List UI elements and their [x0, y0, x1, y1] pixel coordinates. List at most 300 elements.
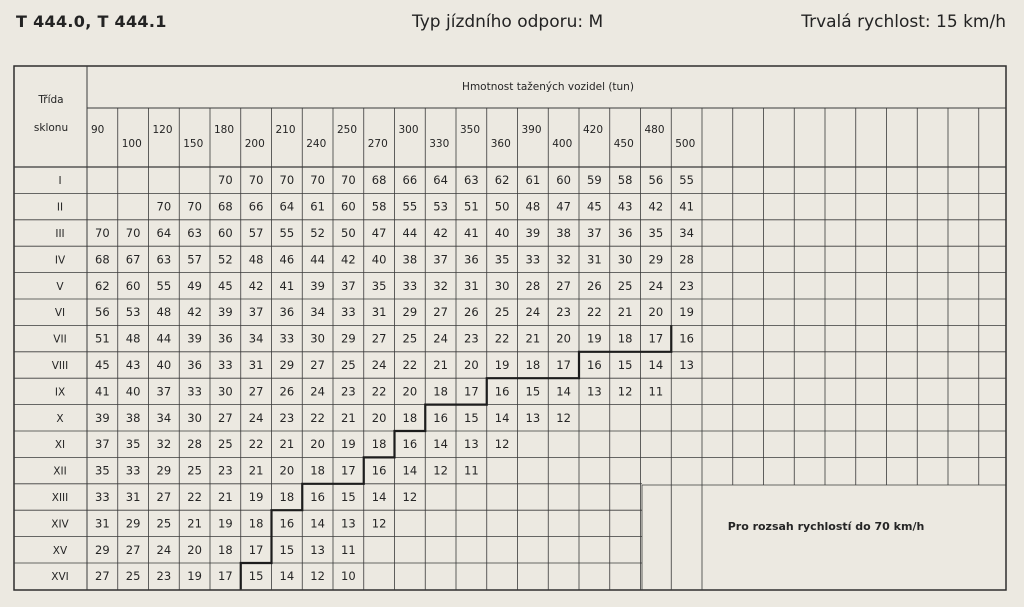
table-cell: 33 — [402, 278, 418, 293]
table-cell: 31 — [371, 305, 387, 320]
table-cell: 26 — [279, 384, 295, 399]
table-cell: 58 — [617, 173, 633, 188]
table-cell: 20 — [371, 410, 387, 425]
table-cell: 20 — [402, 384, 418, 399]
table-cell: 21 — [617, 305, 633, 320]
table-cell: 61 — [525, 173, 541, 188]
table-cell: 36 — [617, 226, 633, 240]
table-cell: 62 — [494, 173, 510, 188]
table-cell: 23 — [156, 569, 172, 584]
table-cell: 45 — [95, 358, 110, 372]
table-cell: 25 — [341, 358, 356, 372]
table-cell: 33 — [95, 490, 110, 504]
table-cell: 27 — [156, 490, 172, 504]
table-cell: 25 — [218, 437, 233, 452]
table-cell: 22 — [587, 305, 602, 320]
table-cell: 57 — [248, 226, 264, 240]
table-cell: 14 — [556, 384, 571, 399]
table-cell: 20 — [556, 331, 571, 346]
table-cell: 18 — [248, 516, 264, 531]
table-cell: 23 — [556, 305, 571, 320]
table-cell: 12 — [617, 384, 633, 399]
table-cell: 42 — [433, 226, 448, 240]
table-cell: 70 — [310, 173, 325, 188]
mass-header: Hmotnost tažených vozidel (tun) — [462, 81, 634, 93]
table-cell: 36 — [187, 358, 202, 372]
table-cell: 37 — [341, 278, 356, 293]
table-cell: 53 — [125, 305, 141, 320]
table-cell: 14 — [433, 437, 448, 452]
table-cell: 48 — [125, 331, 141, 346]
table-cell: 13 — [679, 358, 694, 372]
table-cell: 37 — [156, 384, 172, 399]
table-cell: 34 — [310, 305, 325, 320]
mass-column-header: 450 — [613, 138, 634, 150]
mass-column-header: 100 — [121, 138, 142, 150]
table-cell: 22 — [371, 384, 387, 399]
table-cell: 48 — [248, 252, 264, 267]
table-cell: 20 — [648, 305, 664, 320]
table-cell: 30 — [187, 410, 202, 425]
table-cell: 21 — [433, 358, 448, 372]
table-cell: 16 — [371, 463, 387, 478]
table-cell: 31 — [464, 278, 479, 293]
table-cell: 68 — [371, 173, 387, 188]
table-cell: 52 — [310, 226, 325, 240]
table-cell: 60 — [556, 173, 571, 188]
table-cell: 70 — [187, 199, 202, 214]
table-cell: 13 — [525, 410, 541, 425]
mass-column-header: 420 — [583, 124, 604, 136]
mass-column-header: 240 — [306, 138, 327, 150]
table-cell: 24 — [525, 305, 541, 320]
table-cell: 22 — [494, 331, 510, 346]
table-cell: 27 — [218, 410, 233, 425]
table-cell: 19 — [218, 516, 233, 531]
table-cell: 23 — [464, 331, 479, 346]
table-cell: 19 — [248, 490, 264, 504]
table-cell: 39 — [525, 226, 541, 240]
table-cell: 42 — [648, 199, 664, 214]
table-cell: 70 — [218, 173, 233, 188]
table-cell: 21 — [187, 516, 202, 531]
table-cell: 27 — [371, 331, 387, 346]
table-cell: 19 — [494, 358, 510, 372]
table-cell: 35 — [494, 252, 510, 267]
grade-class-label: XI — [54, 439, 66, 452]
table-cell: 28 — [525, 278, 541, 293]
table-cell: 27 — [248, 384, 264, 399]
table-cell: 24 — [648, 278, 664, 293]
table-cell: 37 — [248, 305, 264, 320]
table-cell: 56 — [95, 305, 110, 320]
grade-class-label: XIII — [51, 492, 69, 504]
table-cell: 44 — [402, 226, 418, 240]
table-cell: 30 — [494, 278, 510, 293]
table-cell: 34 — [248, 331, 264, 346]
grade-class-label: IV — [54, 254, 66, 267]
table-cell: 45 — [587, 199, 602, 214]
table-cell: 29 — [95, 542, 110, 557]
table-cell: 36 — [279, 305, 295, 320]
mass-column-header: 350 — [460, 124, 481, 136]
table-cell: 63 — [464, 173, 479, 188]
table-cell: 39 — [95, 410, 110, 425]
table-cell: 44 — [156, 331, 172, 346]
grade-class-labels — [51, 175, 69, 583]
table-cell: 16 — [433, 410, 448, 425]
table-cell: 20 — [279, 463, 295, 478]
table-cell: 19 — [587, 331, 602, 346]
table-cell: 63 — [187, 226, 202, 240]
table-cell: 29 — [125, 516, 141, 531]
table-cell: 32 — [556, 252, 571, 267]
table-cell: 33 — [218, 358, 233, 372]
table-cell: 19 — [187, 569, 202, 584]
table-cell: 70 — [279, 173, 295, 188]
grade-class-label: V — [56, 280, 64, 293]
table-cell: 18 — [310, 463, 325, 478]
table-cell: 40 — [156, 358, 172, 372]
table-cell: 70 — [248, 173, 264, 188]
table-cell: 27 — [310, 358, 325, 372]
grade-class-label: III — [55, 228, 65, 240]
table-cell: 60 — [218, 226, 233, 240]
table-cell: 23 — [679, 278, 694, 293]
table-cell: 36 — [464, 252, 479, 267]
table-cell: 34 — [679, 226, 694, 240]
table-cell: 25 — [494, 305, 510, 320]
mass-column-headers — [91, 124, 695, 150]
table-cell: 57 — [187, 252, 202, 267]
table-cell: 56 — [648, 173, 664, 188]
mass-column-header: 200 — [244, 138, 265, 150]
table-cell: 62 — [95, 278, 110, 293]
table-cell: 19 — [679, 305, 694, 320]
table-cell: 42 — [341, 252, 356, 267]
table-cell: 61 — [310, 199, 325, 214]
table-cell: 70 — [341, 173, 356, 188]
table-cell: 47 — [371, 226, 387, 240]
table-cell: 12 — [310, 569, 325, 584]
table-cell: 18 — [617, 331, 633, 346]
mass-column-header: 180 — [214, 124, 235, 136]
table-cell: 17 — [464, 384, 479, 399]
table-cell: 18 — [402, 410, 418, 425]
grade-class-label: XV — [52, 544, 68, 557]
table-cell: 14 — [648, 358, 664, 372]
table-cell: 31 — [125, 490, 141, 504]
table-cell: 59 — [587, 173, 602, 188]
table-cell: 12 — [402, 490, 418, 504]
table-cell: 70 — [95, 226, 110, 240]
table-cell: 64 — [433, 173, 448, 188]
table-cell: 23 — [218, 463, 233, 478]
table-cell: 30 — [218, 384, 233, 399]
table-cell: 24 — [310, 384, 325, 399]
table-cell: 41 — [464, 226, 479, 240]
table-cell: 60 — [341, 199, 356, 214]
table-cell: 33 — [279, 331, 295, 346]
mass-column-header: 120 — [152, 124, 173, 136]
table-cell: 31 — [587, 252, 602, 267]
table-cell: 18 — [279, 490, 295, 504]
grade-class-label: XVI — [51, 571, 69, 584]
table-cell: 41 — [279, 278, 295, 293]
table-cell: 60 — [125, 278, 141, 293]
table-cell: 24 — [156, 542, 172, 557]
table-cell: 36 — [218, 331, 233, 346]
table-cell: 33 — [187, 384, 202, 399]
table-cell: 17 — [648, 331, 664, 346]
table-cell: 55 — [402, 199, 418, 214]
table-cell: 19 — [341, 437, 356, 452]
table-cell: 25 — [402, 331, 418, 346]
table-cell: 16 — [679, 331, 694, 346]
table-cell: 17 — [341, 463, 356, 478]
table-cell: 12 — [556, 410, 571, 425]
table-cell: 18 — [433, 384, 448, 399]
row-header-line-2: sklonu — [33, 122, 69, 134]
table-cell: 66 — [402, 173, 418, 188]
table-cell: 24 — [371, 358, 387, 372]
table-cell: 50 — [341, 226, 356, 240]
table-cell: 48 — [525, 199, 541, 214]
table-cell: 35 — [648, 226, 664, 240]
table-cell: 55 — [156, 278, 172, 293]
table-cell: 70 — [125, 226, 141, 240]
table-cell: 40 — [125, 384, 141, 399]
table-cell: 40 — [371, 252, 387, 267]
table-cell: 25 — [617, 278, 633, 293]
table-cell: 42 — [187, 305, 202, 320]
table-cell: 53 — [433, 199, 448, 214]
table-cell: 38 — [125, 410, 141, 425]
resistance-type: Typ jízdního odporu: M — [412, 12, 604, 32]
mass-column-header: 250 — [337, 124, 358, 136]
table-cell: 37 — [433, 252, 448, 267]
table-cell: 23 — [341, 384, 356, 399]
table-cell: 25 — [156, 516, 172, 531]
table-cell: 66 — [248, 199, 264, 214]
table-cell: 70 — [156, 199, 172, 214]
table-cell: 40 — [494, 226, 510, 240]
table-cell: 37 — [587, 226, 602, 240]
table-cell: 31 — [248, 358, 264, 372]
table-cell: 14 — [371, 490, 387, 504]
grade-class-label: XII — [53, 465, 67, 478]
table-cell: 43 — [617, 199, 633, 214]
table-cell: 27 — [433, 305, 448, 320]
mass-column-header: 360 — [490, 138, 511, 150]
grade-class-label: XIV — [51, 518, 69, 531]
table-cell: 21 — [525, 331, 541, 346]
table-cell: 20 — [310, 437, 325, 452]
mass-column-header: 390 — [521, 124, 542, 136]
table-cell: 37 — [95, 437, 110, 452]
table-cell: 29 — [402, 305, 418, 320]
table-cell: 28 — [679, 252, 694, 267]
table-cell: 21 — [218, 490, 233, 504]
table-cell: 11 — [464, 463, 479, 478]
table-cell: 12 — [494, 437, 510, 452]
grade-class-label: VI — [54, 307, 66, 320]
table-cell: 14 — [494, 410, 510, 425]
table-cell: 32 — [156, 437, 172, 452]
table-cell: 28 — [187, 437, 202, 452]
row-header-line-1: Třída — [38, 94, 64, 106]
grade-class-label: I — [58, 175, 62, 188]
table-cell: 21 — [279, 437, 295, 452]
table-cell: 30 — [310, 331, 325, 346]
table-cell: 63 — [156, 252, 172, 267]
table-cell: 39 — [310, 278, 325, 293]
table-cell: 26 — [587, 278, 602, 293]
table-cell: 55 — [679, 173, 694, 188]
table-cell: 18 — [371, 437, 387, 452]
speed-range-note: Pro rozsah rychlostí do 70 km/h — [727, 520, 925, 533]
table-cell: 15 — [617, 358, 633, 372]
table-cell: 12 — [433, 463, 448, 478]
table-cell: 23 — [279, 410, 295, 425]
table-cell: 64 — [156, 226, 172, 240]
grade-class-label: II — [56, 201, 64, 214]
table-cell: 44 — [310, 252, 325, 267]
table-cell: 11 — [341, 542, 356, 557]
table-cell: 50 — [494, 199, 510, 214]
table-cell: 45 — [218, 278, 233, 293]
table-cell: 15 — [525, 384, 541, 399]
table-cell: 14 — [402, 463, 418, 478]
table-cell: 67 — [125, 252, 141, 267]
table-cell: 68 — [218, 199, 233, 214]
table-cell: 46 — [279, 252, 295, 267]
table-cell: 13 — [464, 437, 479, 452]
table-cell: 25 — [187, 463, 202, 478]
table-cell: 41 — [679, 199, 694, 214]
table-cell: 18 — [218, 542, 233, 557]
table-cell: 26 — [464, 305, 479, 320]
table-cell: 68 — [95, 252, 110, 267]
table-cell: 16 — [310, 490, 325, 504]
table-cell: 41 — [95, 384, 110, 399]
table-cell: 20 — [464, 358, 479, 372]
table-cell: 29 — [341, 331, 356, 346]
mass-column-header: 400 — [552, 138, 573, 150]
table-cell: 22 — [402, 358, 418, 372]
mass-column-header: 330 — [429, 138, 450, 150]
grade-class-label: IX — [54, 386, 66, 399]
table-cell: 43 — [125, 358, 141, 372]
table-cell: 33 — [525, 252, 541, 267]
table-cell: 38 — [402, 252, 418, 267]
mass-column-header: 90 — [91, 124, 105, 136]
table-cell: 22 — [187, 490, 202, 504]
table-cell: 47 — [556, 199, 571, 214]
table-cell: 21 — [341, 410, 356, 425]
table-cell: 51 — [95, 331, 110, 346]
table-cell: 39 — [187, 331, 202, 346]
table-cell: 16 — [402, 437, 418, 452]
table-cell: 15 — [341, 490, 356, 504]
table-cell: 22 — [248, 437, 264, 452]
mass-column-header: 480 — [644, 124, 665, 136]
table-cell: 17 — [218, 569, 233, 584]
table-cell: 17 — [248, 542, 264, 557]
grade-class-label: VII — [53, 333, 67, 346]
table-cell: 15 — [279, 542, 295, 557]
table-cell: 52 — [218, 252, 233, 267]
mass-column-header: 500 — [675, 138, 696, 150]
table-cell: 42 — [248, 278, 264, 293]
table-cell: 10 — [341, 569, 356, 584]
table-cell: 35 — [95, 463, 110, 478]
table-cell: 14 — [279, 569, 295, 584]
table-cell: 29 — [156, 463, 172, 478]
table-cell: 18 — [525, 358, 541, 372]
table-cell: 33 — [125, 463, 141, 478]
table-cell: 35 — [125, 437, 141, 452]
table-cell: 16 — [587, 358, 602, 372]
table-cell: 16 — [494, 384, 510, 399]
table-cell: 35 — [371, 278, 387, 293]
table-cell: 14 — [310, 516, 325, 531]
table-cell: 25 — [125, 569, 141, 584]
mass-column-header: 150 — [183, 138, 204, 150]
table-cell: 31 — [95, 516, 110, 531]
table-cell: 32 — [433, 278, 448, 293]
table-cell: 27 — [125, 542, 141, 557]
table-cell: 13 — [341, 516, 356, 531]
table-cell: 21 — [248, 463, 264, 478]
table-cell: 51 — [464, 199, 479, 214]
table-cell: 27 — [95, 569, 110, 584]
table-cell: 30 — [617, 252, 633, 267]
table-cell: 49 — [187, 278, 202, 293]
table-cell: 58 — [371, 199, 387, 214]
grade-class-label: X — [56, 412, 64, 425]
table-cell: 39 — [218, 305, 233, 320]
table-cell: 33 — [341, 305, 356, 320]
mass-column-header: 210 — [275, 124, 296, 136]
table-cell: 13 — [310, 542, 325, 557]
table-cell: 15 — [464, 410, 479, 425]
table-cell: 16 — [279, 516, 295, 531]
table-cell: 48 — [156, 305, 172, 320]
table-cell: 38 — [556, 226, 571, 240]
locomotive-title: T 444.0, T 444.1 — [16, 12, 167, 31]
table-cell: 22 — [310, 410, 325, 425]
continuous-speed: Trvalá rychlost: 15 km/h — [801, 12, 1006, 32]
table-cell: 24 — [248, 410, 264, 425]
table-cell: 17 — [556, 358, 571, 372]
table-cell: 11 — [648, 384, 664, 399]
table-cell: 24 — [433, 331, 448, 346]
table-cell: 27 — [556, 278, 571, 293]
mass-column-header: 300 — [398, 124, 419, 136]
table-cell: 55 — [279, 226, 295, 240]
table-cell: 13 — [587, 384, 602, 399]
table-cell: 29 — [279, 358, 295, 372]
table-cell: 20 — [187, 542, 202, 557]
table-cell: 12 — [371, 516, 387, 531]
table-cell: 29 — [648, 252, 664, 267]
mass-column-header: 270 — [367, 138, 388, 150]
table-cell: 64 — [279, 199, 295, 214]
grade-class-label: VIII — [51, 360, 69, 372]
table-cell: 15 — [248, 569, 264, 584]
table-cell: 34 — [156, 410, 172, 425]
